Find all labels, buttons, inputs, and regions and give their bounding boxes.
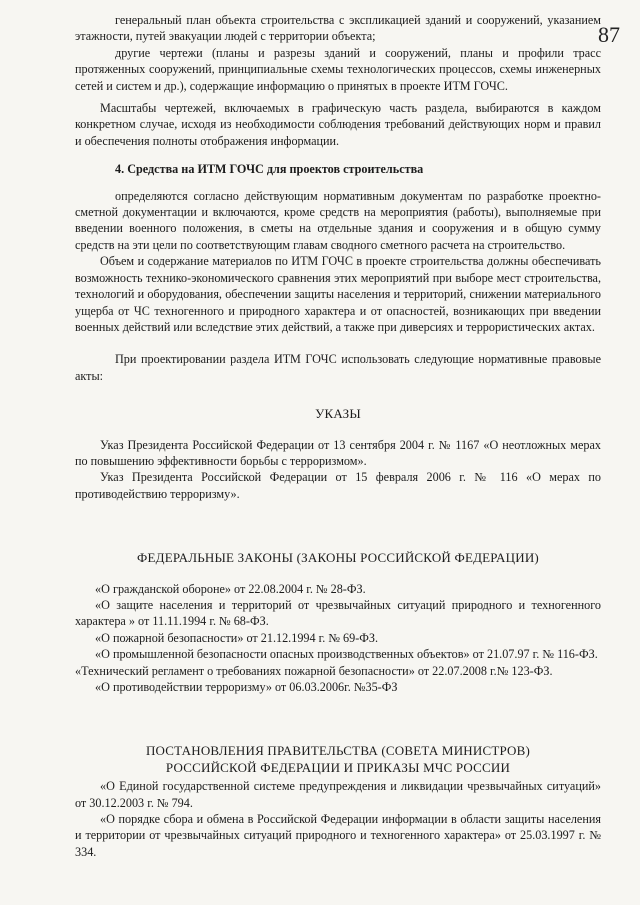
decree-item: Указ Президента Российской Федерации от 15 февраля 2006 г. № 116 «О мерах по противодействию терроризму». xyxy=(75,470,601,501)
law-item: «О противодействии терроризму» от 06.03.2006г. №35-ФЗ xyxy=(95,680,398,694)
page-content xyxy=(75,12,601,860)
acts-intro: При проектировании раздела ИТМ ГОЧС использовать следующие нормативные правовые акты: xyxy=(75,352,601,383)
section-paragraph: Объем и содержание материалов по ИТМ ГОЧС в проекте строительства должны обеспечивать возможность технико-экономического сравнения этих мероприятий при выборе мест строительства, технологий и оборудования, обеспечении защиты населения и территорий, снижении материального ущерба от ЧС техногенного и природного характера и от опасностей, возникающих при введении военных действий или вследствие этих действий, а также при диверсиях и террористических актах. xyxy=(75,254,601,334)
section-heading: 4. Средства на ИТМ ГОЧС для проектов строительства xyxy=(115,162,424,177)
decree-item: Указ Президента Российской Федерации от 13 сентября 2004 г. № 1167 «О неотложных мерах по повышению эффективности борьбы с терроризмом». xyxy=(75,437,601,468)
intro-paragraph: другие чертежи (планы и разрезы зданий и сооружений, планы и профили трасс протяженных сооружений, принципиальные схемы технологических процессов, схемы инженерных сетей и систем и др.), содержащие информацию о принятых в проекте ИТМ ГОЧС. xyxy=(75,45,601,93)
law-item: «О пожарной безопасности» от 21.12.1994 г. № 69-ФЗ. xyxy=(95,630,379,645)
resolution-item: «О Единой государственной системе предупреждения и ликвидации чрезвычайных ситуаций» от 30.12.2003 г. № 794. xyxy=(75,779,601,810)
law-item: «Технический регламент о требованиях пожарной безопасности» от 22.07.2008 г.№ 123-ФЗ. xyxy=(75,663,553,678)
section-paragraph: определяются согласно действующим нормативным документам по разработке проектно-сметной документации и включаются, кроме средств на мероприятия (работы), выполняемые при введении военного положения, в сметы на отдельные здания и сооружения и в общую сумму средств на эти цели по соответствующим главам сводного сметного расчета на строительство. xyxy=(75,188,601,252)
page-number: 87 xyxy=(598,22,620,47)
law-item: «О гражданской обороне» от 22.08.2004 г. № 28-ФЗ. xyxy=(95,581,366,596)
decrees-title: УКАЗЫ xyxy=(315,406,361,422)
federal-laws-title: ФЕДЕРАЛЬНЫЕ ЗАКОНЫ (ЗАКОНЫ РОССИЙСКОЙ ФЕДЕРАЦИИ) xyxy=(137,550,539,566)
intro-paragraph: генеральный план объекта строительства с экспликацией зданий и сооружений, указанием этажности, путей эвакуации людей с территории объекта; xyxy=(75,13,601,44)
resolution-item: «О порядке сбора и обмена в Российской Федерации информации в области защиты населения и территории от чрезвычайных ситуаций природного и техногенного характера» от 25.03.1997 г. № 334. xyxy=(75,812,601,859)
federal-laws-list xyxy=(75,581,601,696)
resolutions-title-line1: ПОСТАНОВЛЕНИЯ ПРАВИТЕЛЬСТВА (СОВЕТА МИНИСТРОВ) xyxy=(145,743,531,759)
intro-paragraph: Масштабы чертежей, включаемых в графическую часть раздела, выбираются в каждом конкретном случае, исходя из необходимости соблюдения требований действующих норм и правил и обеспечения полноты отображения информации. xyxy=(75,101,601,148)
law-item: «О защите населения и территорий от чрезвычайных ситуаций природного и техногенного характера » от 11.11.1994 г. № 68-ФЗ. xyxy=(75,597,601,629)
law-item: «О промышленной безопасности опасных производственных объектов» от 21.07.97 г. № 116-ФЗ. xyxy=(95,647,598,662)
resolutions-title-line2: РОССИЙСКОЙ ФЕДЕРАЦИИ И ПРИКАЗЫ МЧС РОССИИ xyxy=(165,759,511,775)
